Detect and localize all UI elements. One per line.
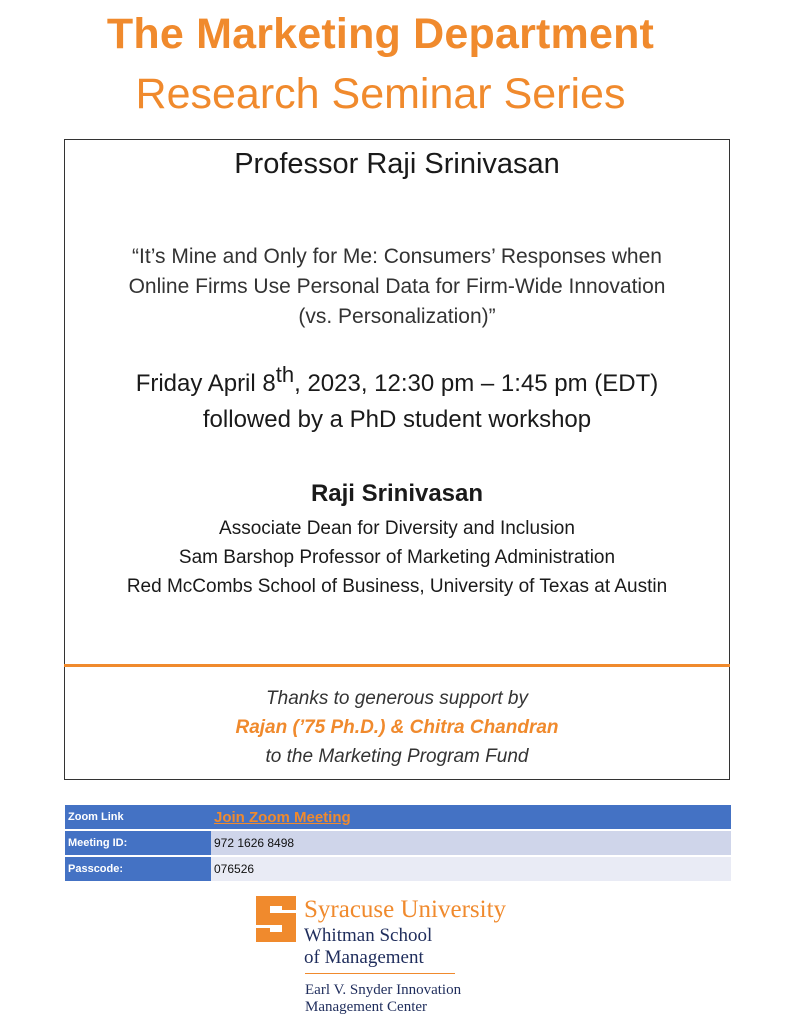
talk-title-line: “It’s Mine and Only for Me: Consumers’ Responses when (132, 245, 662, 268)
department-title: The Marketing Department (106, 10, 655, 58)
event-datetime (65, 362, 729, 438)
school-name-line: Whitman School (304, 925, 433, 946)
speaker-title-line: Associate Dean for Diversity and Inclusion (219, 518, 575, 539)
divider (64, 664, 730, 667)
zoom-link-cell (211, 805, 731, 829)
talk-title-line: Online Firms Use Personal Data for Firm-Wide Innovation (128, 275, 666, 298)
speaker-title-line: Sam Barshop Professor of Marketing Administration (178, 547, 616, 568)
zoom-info-table (65, 803, 731, 883)
passcode-value: 076526 (211, 857, 731, 881)
table-row (65, 831, 731, 855)
meeting-id-label: Meeting ID: (65, 831, 211, 855)
speaker-title-line: Red McCombs School of Business, University of Texas at Austin (126, 576, 668, 597)
school-name-line: of Management (304, 947, 424, 968)
seminar-box (64, 139, 730, 780)
table-row (65, 805, 731, 829)
join-zoom-link[interactable]: Join Zoom Meeting (214, 808, 351, 826)
speaker-heading: Professor Raji Srinivasan (234, 148, 560, 180)
speaker-name: Raji Srinivasan (310, 480, 484, 507)
date-text: Friday April 8 (135, 370, 276, 397)
university-logo (256, 896, 536, 1020)
talk-title-line: (vs. Personalization)” (298, 305, 496, 328)
center-name-line: Earl V. Snyder Innovation (305, 982, 462, 998)
series-title: Research Seminar Series (135, 70, 626, 118)
logo-divider (305, 973, 455, 974)
passcode-label: Passcode: (65, 857, 211, 881)
acknowledgement (65, 684, 729, 771)
thanks-line: Thanks to generous support by (266, 688, 528, 709)
donor-names: Rajan (’75 Ph.D.) & Chitra Chandran (235, 717, 559, 738)
meeting-id-value: 972 1626 8498 (211, 831, 731, 855)
speaker-titles (65, 514, 729, 601)
thanks-line: to the Marketing Program Fund (265, 746, 529, 767)
university-name: Syracuse University (304, 896, 507, 923)
center-name-line: Management Center (305, 999, 428, 1015)
block-s-icon (256, 896, 296, 942)
table-row (65, 857, 731, 881)
time-text: , 2023, 12:30 pm – 1:45 pm (EDT) (294, 370, 659, 397)
workshop-note: followed by a PhD student workshop (202, 406, 592, 433)
date-suffix: th (275, 362, 295, 387)
talk-title (75, 242, 719, 332)
zoom-link-label: Zoom Link (65, 805, 211, 829)
